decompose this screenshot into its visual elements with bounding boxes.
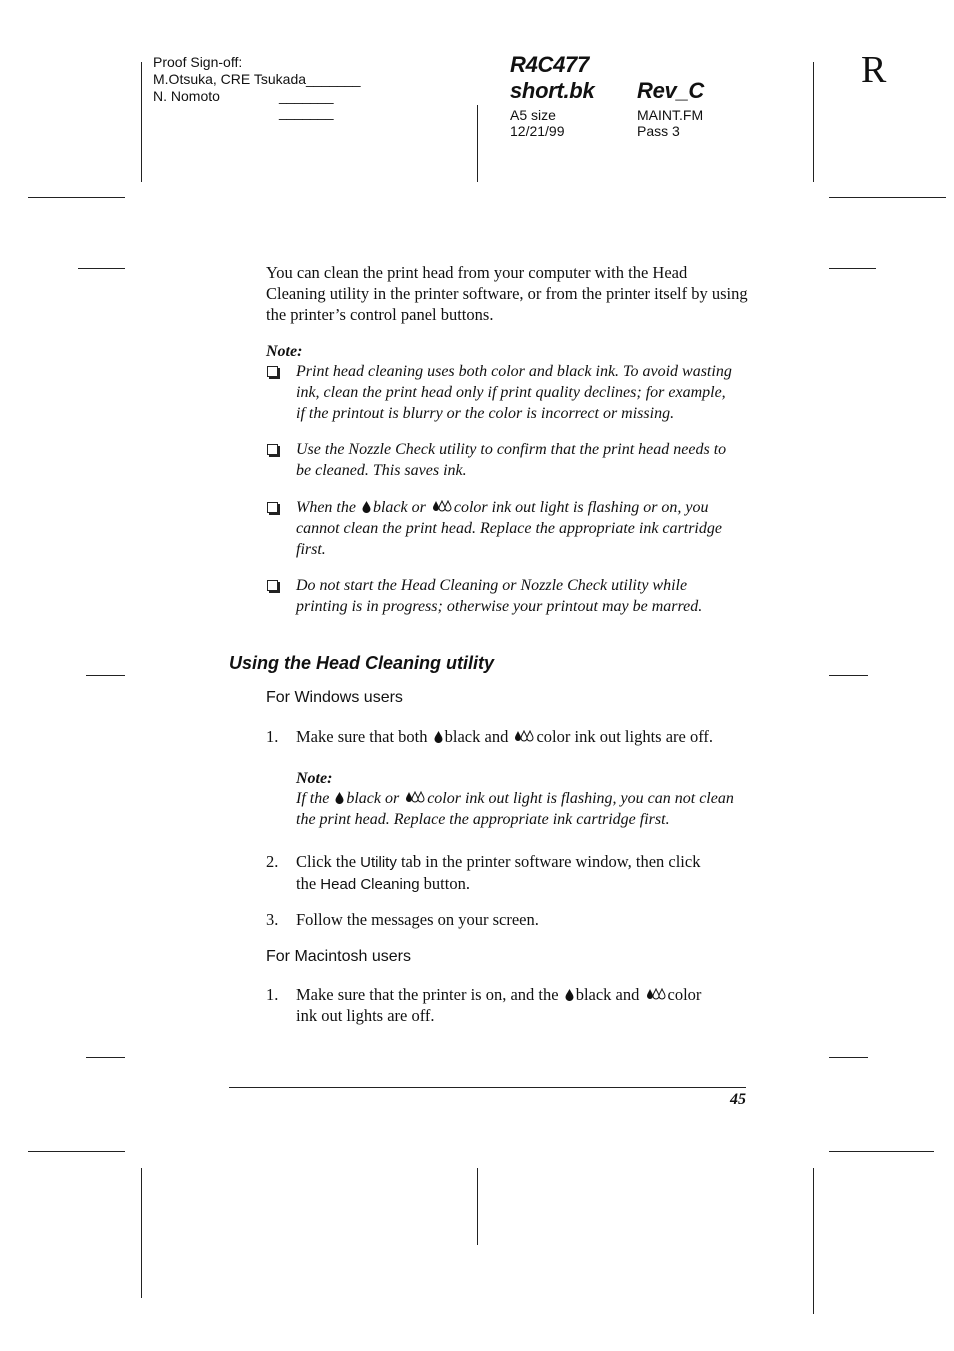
date: 12/21/99 [510, 123, 565, 139]
black-ink-drop-icon [362, 501, 371, 513]
crop-mark [829, 1151, 934, 1152]
crop-mark [28, 197, 125, 198]
windows-step-3: Follow the messages on your screen. [296, 910, 539, 929]
color-ink-drops-icon [646, 988, 666, 1002]
note-item-1-line-2: ink, clean the print head only if print quality declines; for example, [296, 384, 726, 401]
intro-paragraph: You can clean the print head from your computer with the Head Cleaning utility in the printer software, or from the printer itself by using the printer’s control panel buttons. [266, 263, 748, 324]
crop-mark [829, 1057, 868, 1058]
crop-mark [78, 268, 125, 269]
note-item-2-line-1: Use the Nozzle Check utility to confirm that the print head needs to [296, 441, 727, 458]
note-item-1-line-1: Print head cleaning uses both color and black ink. To avoid wasting [296, 363, 732, 380]
note-item-1-line-3: if the printout is blurry or the color is incorrect or missing. [296, 405, 675, 422]
windows-note-line-1: If the black or color ink out light is flashing, you can not clean [296, 790, 734, 807]
crop-mark [477, 1168, 478, 1245]
note-item-2-line-2: be cleaned. This saves ink. [296, 462, 467, 479]
windows-step-1: Make sure that both black and color ink out lights are off. [296, 727, 714, 746]
proof-signoff-label: Proof Sign-off: [153, 54, 243, 70]
page-size: A5 size [510, 107, 556, 123]
crop-mark [477, 105, 478, 182]
revision: Rev_C [637, 78, 704, 103]
bullet-checkbox [267, 502, 278, 513]
bullet-checkbox [267, 366, 278, 377]
windows-step-2 [296, 851, 756, 895]
windows-step-2-line-2: the Head Cleaning button. [296, 874, 470, 893]
bullet-checkbox [267, 444, 278, 455]
windows-note [296, 788, 756, 830]
mac-step-1-line-1: Make sure that the printer is on, and the black and color [296, 985, 702, 1004]
book-file: short.bk [510, 78, 595, 103]
section-heading: Using the Head Cleaning utility [229, 653, 495, 673]
crop-mark [28, 1151, 125, 1152]
pass: Pass 3 [637, 123, 680, 139]
note-item-4-line-1: Do not start the Head Cleaning or Nozzle Check utility while [296, 577, 688, 594]
windows-step-2-line-1: Click the Utility tab in the printer software window, then click [296, 852, 701, 871]
footer-rule [229, 1087, 746, 1088]
crop-mark [829, 268, 876, 269]
signoff-line-3-blank: _______ [279, 104, 334, 120]
windows-step-3-number: 3. [266, 910, 279, 929]
note-item-3-line-2: cannot clean the print head. Replace the appropriate ink cartridge [296, 520, 722, 537]
crop-mark [813, 62, 814, 182]
fm-file: MAINT.FM [637, 107, 704, 123]
head-cleaning-button-label: Head Cleaning [320, 876, 420, 893]
signoff-line-2-name: N. Nomoto [153, 88, 220, 104]
note-item-3-line-1: When the black or color ink out light is flashing or on, you [296, 499, 709, 516]
note-item-3-line-3: first. [296, 541, 326, 558]
note-title: Note: [266, 343, 303, 360]
windows-step-1-number: 1. [266, 727, 279, 746]
color-ink-drops-icon [514, 730, 534, 744]
corner-letter: R [861, 49, 887, 91]
signoff-line-1: M.Otsuka, CRE Tsukada_______ [153, 71, 361, 87]
color-ink-drops-icon [405, 791, 425, 805]
page-number: 45 [730, 1091, 746, 1108]
book-code: R4C477 [510, 52, 589, 77]
windows-heading: For Windows users [266, 689, 403, 706]
mac-step-1-number: 1. [266, 985, 279, 1004]
black-ink-drop-icon [335, 792, 344, 804]
mac-step-1-line-2: ink out lights are off. [296, 1006, 435, 1025]
windows-note-title: Note: [296, 770, 333, 787]
note-item-3 [296, 497, 756, 560]
mac-step-1 [296, 984, 756, 1026]
crop-mark [141, 62, 142, 182]
crop-mark [829, 675, 868, 676]
signoff-line-2-blank: _______ [279, 88, 334, 104]
crop-mark [141, 1168, 142, 1298]
crop-mark [86, 675, 125, 676]
crop-mark [813, 1168, 814, 1314]
mac-heading: For Macintosh users [266, 948, 411, 965]
note-item-2 [296, 439, 756, 481]
color-ink-drops-icon [432, 500, 452, 514]
utility-tab-label: Utility [360, 854, 397, 871]
black-ink-drop-icon [434, 731, 443, 743]
crop-mark [86, 1057, 125, 1058]
note-item-4-line-2: printing is in progress; otherwise your printout may be marred. [296, 598, 703, 615]
crop-mark [829, 197, 946, 198]
note-item-1 [296, 361, 756, 424]
note-item-4 [296, 575, 756, 617]
windows-step-2-number: 2. [266, 852, 279, 871]
bullet-checkbox [267, 580, 278, 591]
black-ink-drop-icon [565, 989, 574, 1001]
windows-note-line-2: the print head. Replace the appropriate ink cartridge first. [296, 811, 670, 828]
